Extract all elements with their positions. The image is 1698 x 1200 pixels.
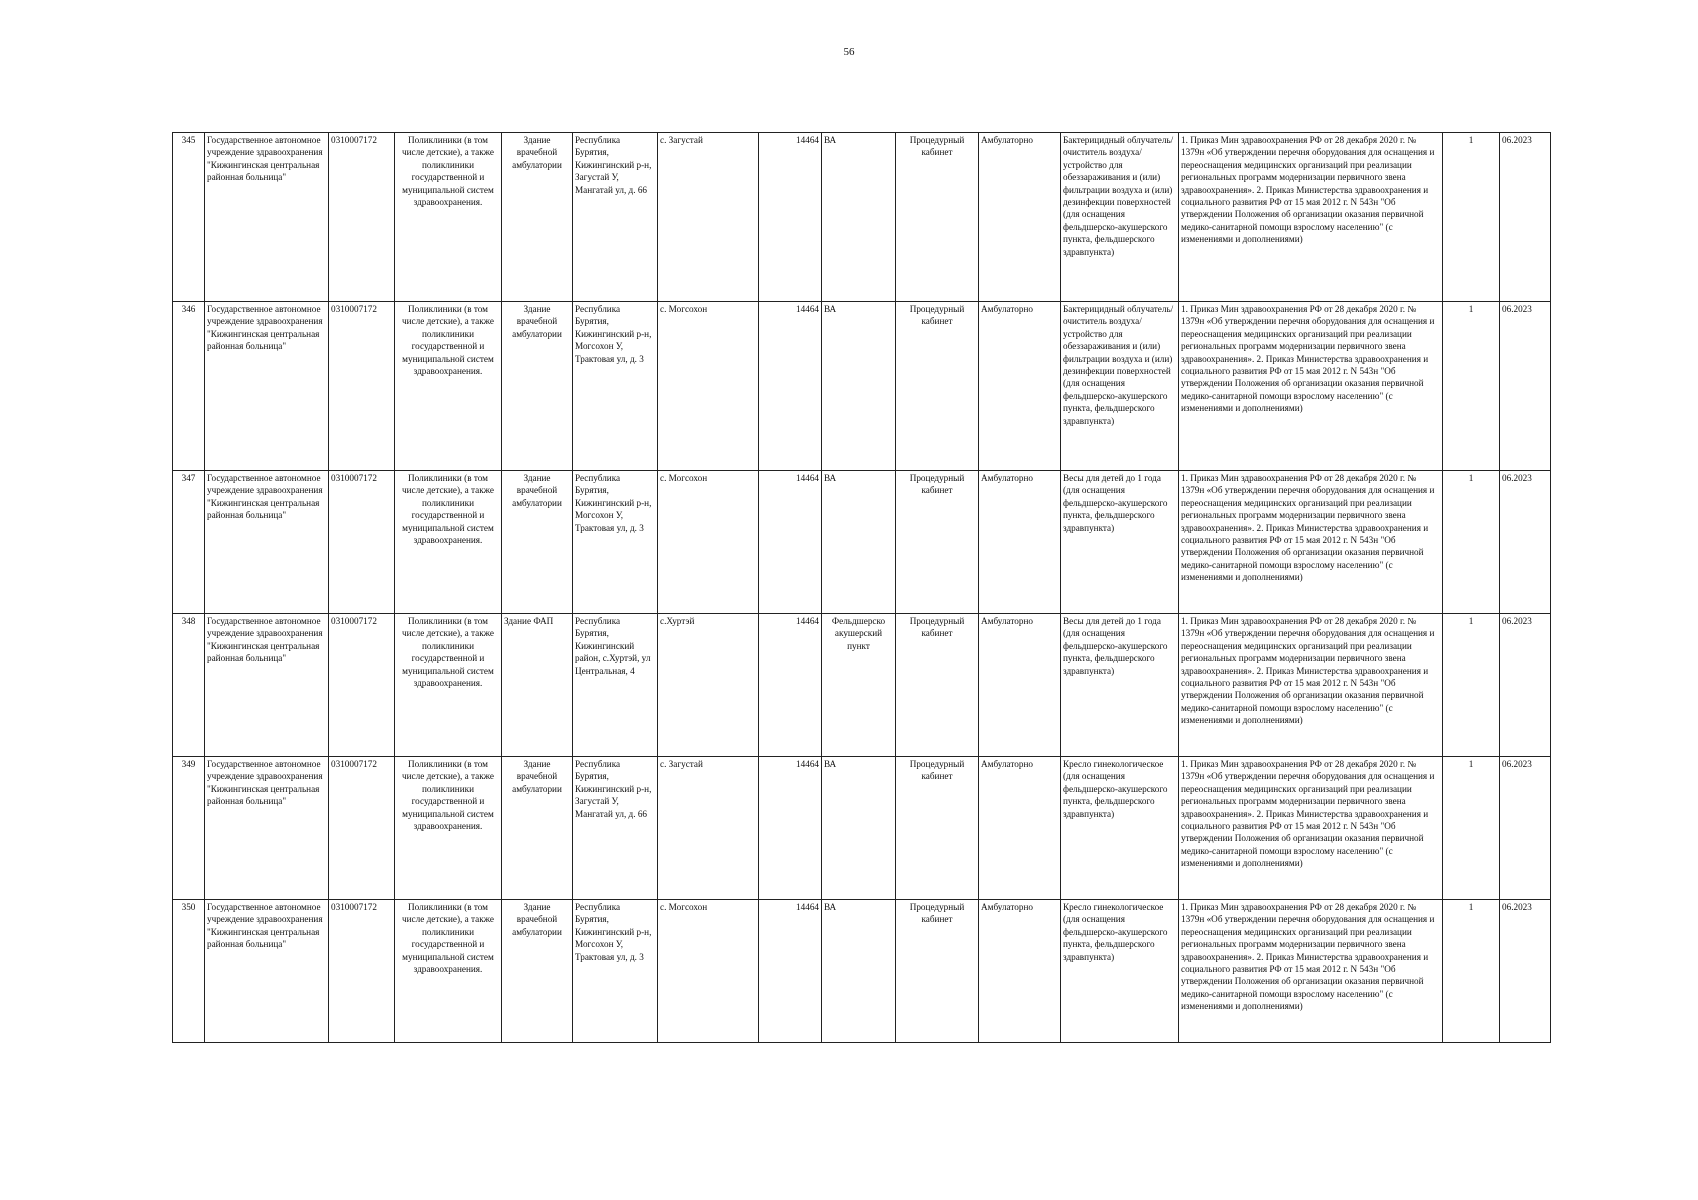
inn: 0310007172 — [329, 614, 395, 757]
address: Республика Бурятия, Кижингинский р-н, Могсохон У, Трактовая ул, д. 3 — [573, 302, 658, 471]
organization-name: Государственное автономное учреждение здравоохранения "Кижингинская центральная районная больница" — [205, 900, 329, 1043]
care-mode: Амбулаторно — [979, 614, 1061, 757]
facility-type: Поликлиники (в том числе детские), а также поликлиники государственной и муниципальной систем здравоохранения. — [395, 471, 502, 614]
settlement: с. Могсохон — [658, 302, 759, 471]
legal-basis: 1. Приказ Мин здравоохранения РФ от 28 декабря 2020 г. № 1379н «Об утверждении перечня оборудования для оснащения и переоснащения медицинских организаций при реализации региональных программ модернизации первичного звена здравоохранения». 2. Приказ Министерства здравоохранения и социального развития РФ от 15 мая 2012 г. N 543н "Об утверждении Положения об организации оказания первичной медико-санитарной помощи взрослому населению" (с изменениями и дополнениями) — [1179, 900, 1443, 1043]
date: 06.2023 — [1500, 471, 1551, 614]
quantity: 1 — [1443, 302, 1500, 471]
address: Республика Бурятия, Кижингинский р-н, Загустай У, Мангатай ул, д. 66 — [573, 757, 658, 900]
inn: 0310007172 — [329, 302, 395, 471]
quantity: 1 — [1443, 614, 1500, 757]
date: 06.2023 — [1500, 614, 1551, 757]
address: Республика Бурятия, Кижингинский р-н, Загустай У, Мангатай ул, д. 66 — [573, 133, 658, 302]
inn: 0310007172 — [329, 133, 395, 302]
legal-basis: 1. Приказ Мин здравоохранения РФ от 28 декабря 2020 г. № 1379н «Об утверждении перечня оборудования для оснащения и переоснащения медицинских организаций при реализации региональных программ модернизации первичного звена здравоохранения». 2. Приказ Министерства здравоохранения и социального развития РФ от 15 мая 2012 г. N 543н "Об утверждении Положения об организации оказания первичной медико-санитарной помощи взрослому населению" (с изменениями и дополнениями) — [1179, 757, 1443, 900]
code: 14464 — [759, 900, 822, 1043]
date: 06.2023 — [1500, 302, 1551, 471]
date: 06.2023 — [1500, 900, 1551, 1043]
code: 14464 — [759, 757, 822, 900]
unit: ВА — [822, 471, 896, 614]
building: Здание врачебной амбулатории — [502, 471, 573, 614]
organization-name: Государственное автономное учреждение здравоохранения "Кижингинская центральная районная больница" — [205, 757, 329, 900]
building: Здание ФАП — [502, 614, 573, 757]
equipment: Весы для детей до 1 года (для оснащения фельдшерско-акушерского пункта, фельдшерского здравпункта) — [1061, 471, 1179, 614]
care-mode: Амбулаторно — [979, 302, 1061, 471]
settlement: с. Загустай — [658, 133, 759, 302]
address: Республика Бурятия, Кижингинский район, с.Хуртэй, ул Центральная, 4 — [573, 614, 658, 757]
inn: 0310007172 — [329, 900, 395, 1043]
legal-basis: 1. Приказ Мин здравоохранения РФ от 28 декабря 2020 г. № 1379н «Об утверждении перечня оборудования для оснащения и переоснащения медицинских организаций при реализации региональных программ модернизации первичного звена здравоохранения». 2. Приказ Министерства здравоохранения и социального развития РФ от 15 мая 2012 г. N 543н "Об утверждении Положения об организации оказания первичной медико-санитарной помощи взрослому населению" (с изменениями и дополнениями) — [1179, 471, 1443, 614]
unit: ВА — [822, 757, 896, 900]
building: Здание врачебной амбулатории — [502, 757, 573, 900]
legal-basis: 1. Приказ Мин здравоохранения РФ от 28 декабря 2020 г. № 1379н «Об утверждении перечня оборудования для оснащения и переоснащения медицинских организаций при реализации региональных программ модернизации первичного звена здравоохранения». 2. Приказ Министерства здравоохранения и социального развития РФ от 15 мая 2012 г. N 543н "Об утверждении Положения об организации оказания первичной медико-санитарной помощи взрослому населению" (с изменениями и дополнениями) — [1179, 302, 1443, 471]
room: Процедурный кабинет — [896, 757, 979, 900]
facility-type: Поликлиники (в том числе детские), а также поликлиники государственной и муниципальной систем здравоохранения. — [395, 614, 502, 757]
date: 06.2023 — [1500, 757, 1551, 900]
care-mode: Амбулаторно — [979, 471, 1061, 614]
equipment: Кресло гинекологическое (для оснащения фельдшерско-акушерского пункта, фельдшерского здравпункта) — [1061, 900, 1179, 1043]
building: Здание врачебной амбулатории — [502, 133, 573, 302]
inn: 0310007172 — [329, 471, 395, 614]
table-row — [173, 757, 1551, 900]
room: Процедурный кабинет — [896, 133, 979, 302]
facility-type: Поликлиники (в том числе детские), а также поликлиники государственной и муниципальной систем здравоохранения. — [395, 900, 502, 1043]
building: Здание врачебной амбулатории — [502, 900, 573, 1043]
equipment: Бактерицидный облучатель/очиститель воздуха/устройство для обеззараживания и (или) фильтрации воздуха и (или) дезинфекции поверхностей (для оснащения фельдшерско-акушерского пункта, фельдшерского здравпункта) — [1061, 302, 1179, 471]
settlement: с.Хуртэй — [658, 614, 759, 757]
room: Процедурный кабинет — [896, 471, 979, 614]
page-number: 56 — [843, 46, 855, 58]
row-number: 345 — [173, 133, 205, 302]
table-row — [173, 900, 1551, 1043]
code: 14464 — [759, 614, 822, 757]
room: Процедурный кабинет — [896, 302, 979, 471]
quantity: 1 — [1443, 471, 1500, 614]
date: 06.2023 — [1500, 133, 1551, 302]
room: Процедурный кабинет — [896, 900, 979, 1043]
row-number: 349 — [173, 757, 205, 900]
unit: ВА — [822, 133, 896, 302]
facility-type: Поликлиники (в том числе детские), а также поликлиники государственной и муниципальной систем здравоохранения. — [395, 757, 502, 900]
legal-basis: 1. Приказ Мин здравоохранения РФ от 28 декабря 2020 г. № 1379н «Об утверждении перечня оборудования для оснащения и переоснащения медицинских организаций при реализации региональных программ модернизации первичного звена здравоохранения». 2. Приказ Министерства здравоохранения и социального развития РФ от 15 мая 2012 г. N 543н "Об утверждении Положения об организации оказания первичной медико-санитарной помощи взрослому населению" (с изменениями и дополнениями) — [1179, 133, 1443, 302]
unit: ВА — [822, 302, 896, 471]
building: Здание врачебной амбулатории — [502, 302, 573, 471]
equipment: Весы для детей до 1 года (для оснащения фельдшерско-акушерского пункта, фельдшерского здравпункта) — [1061, 614, 1179, 757]
care-mode: Амбулаторно — [979, 757, 1061, 900]
unit: Фельдшерско акушерский пункт — [822, 614, 896, 757]
organization-name: Государственное автономное учреждение здравоохранения "Кижингинская центральная районная больница" — [205, 302, 329, 471]
settlement: с. Могсохон — [658, 471, 759, 614]
code: 14464 — [759, 302, 822, 471]
row-number: 348 — [173, 614, 205, 757]
equipment: Кресло гинекологическое (для оснащения фельдшерско-акушерского пункта, фельдшерского здравпункта) — [1061, 757, 1179, 900]
organization-name: Государственное автономное учреждение здравоохранения "Кижингинская центральная районная больница" — [205, 614, 329, 757]
organization-name: Государственное автономное учреждение здравоохранения "Кижингинская центральная районная больница" — [205, 471, 329, 614]
address: Республика Бурятия, Кижингинский р-н, Могсохон У, Трактовая ул, д. 3 — [573, 471, 658, 614]
table-row — [173, 471, 1551, 614]
quantity: 1 — [1443, 757, 1500, 900]
table-row — [173, 133, 1551, 302]
address: Республика Бурятия, Кижингинский р-н, Могсохон У, Трактовая ул, д. 3 — [573, 900, 658, 1043]
settlement: с. Загустай — [658, 757, 759, 900]
care-mode: Амбулаторно — [979, 133, 1061, 302]
equipment-registry-table — [172, 132, 1551, 1043]
inn: 0310007172 — [329, 757, 395, 900]
table-row — [173, 614, 1551, 757]
unit: ВА — [822, 900, 896, 1043]
row-number: 347 — [173, 471, 205, 614]
care-mode: Амбулаторно — [979, 900, 1061, 1043]
facility-type: Поликлиники (в том числе детские), а также поликлиники государственной и муниципальной систем здравоохранения. — [395, 302, 502, 471]
room: Процедурный кабинет — [896, 614, 979, 757]
settlement: с. Могсохон — [658, 900, 759, 1043]
table-row — [173, 302, 1551, 471]
equipment: Бактерицидный облучатель/очиститель воздуха/устройство для обеззараживания и (или) фильтрации воздуха и (или) дезинфекции поверхностей (для оснащения фельдшерско-акушерского пункта, фельдшерского здравпункта) — [1061, 133, 1179, 302]
row-number: 350 — [173, 900, 205, 1043]
quantity: 1 — [1443, 133, 1500, 302]
legal-basis: 1. Приказ Мин здравоохранения РФ от 28 декабря 2020 г. № 1379н «Об утверждении перечня оборудования для оснащения и переоснащения медицинских организаций при реализации региональных программ модернизации первичного звена здравоохранения». 2. Приказ Министерства здравоохранения и социального развития РФ от 15 мая 2012 г. N 543н "Об утверждении Положения об организации оказания первичной медико-санитарной помощи взрослому населению" (с изменениями и дополнениями) — [1179, 614, 1443, 757]
code: 14464 — [759, 133, 822, 302]
quantity: 1 — [1443, 900, 1500, 1043]
row-number: 346 — [173, 302, 205, 471]
organization-name: Государственное автономное учреждение здравоохранения "Кижингинская центральная районная больница" — [205, 133, 329, 302]
facility-type: Поликлиники (в том числе детские), а также поликлиники государственной и муниципальной систем здравоохранения. — [395, 133, 502, 302]
code: 14464 — [759, 471, 822, 614]
